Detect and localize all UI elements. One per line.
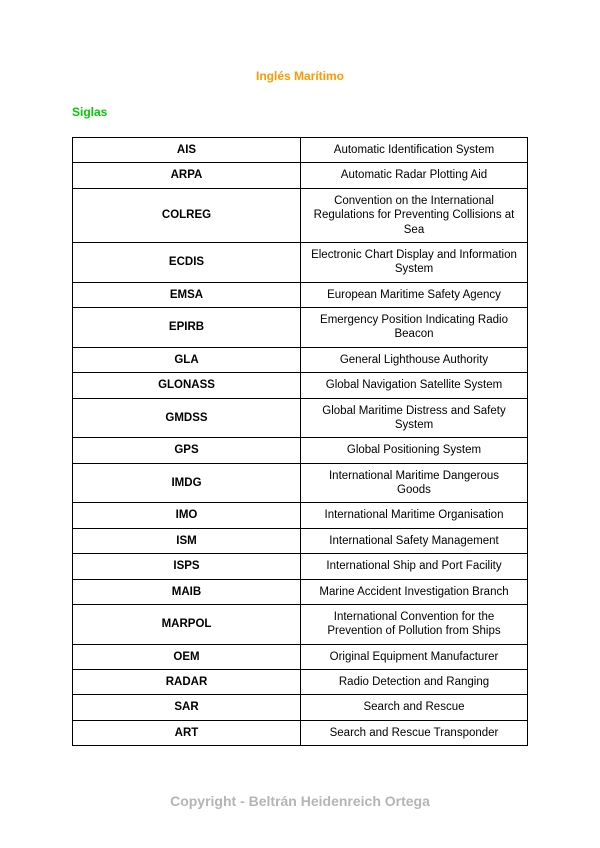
acronym-cell: IMDG (73, 463, 301, 503)
acronym-cell: SAR (73, 695, 301, 720)
meaning-cell: International Safety Management (301, 528, 528, 553)
table-row (73, 720, 528, 745)
meaning-cell: Emergency Position Indicating Radio Beacon (301, 308, 528, 348)
meaning-cell: Electronic Chart Display and Information System (301, 242, 528, 282)
acronym-cell: GMDSS (73, 398, 301, 438)
section-heading-siglas: Siglas (72, 105, 108, 119)
table-row (73, 579, 528, 604)
table-row (73, 528, 528, 553)
table-row (73, 554, 528, 579)
meaning-cell: Automatic Identification System (301, 138, 528, 163)
acronym-cell: GPS (73, 438, 301, 463)
meaning-cell: Search and Rescue Transponder (301, 720, 528, 745)
acronym-cell: ISM (73, 528, 301, 553)
meaning-cell: Convention on the International Regulations for Preventing Collisions at Sea (301, 188, 528, 242)
table-row (73, 398, 528, 438)
table-row (73, 188, 528, 242)
table-row (73, 695, 528, 720)
table-row (73, 282, 528, 307)
acronym-cell: RADAR (73, 670, 301, 695)
table-row (73, 308, 528, 348)
table-row (73, 503, 528, 528)
acronym-cell: IMO (73, 503, 301, 528)
acronym-cell: EPIRB (73, 308, 301, 348)
meaning-cell: Radio Detection and Ranging (301, 670, 528, 695)
acronym-cell: ART (73, 720, 301, 745)
meaning-cell: Marine Accident Investigation Branch (301, 579, 528, 604)
acronym-cell: GLONASS (73, 373, 301, 398)
table-row (73, 604, 528, 644)
table-row (73, 373, 528, 398)
table-row (73, 242, 528, 282)
acronym-cell: AIS (73, 138, 301, 163)
acronym-cell: OEM (73, 644, 301, 669)
table-row (73, 347, 528, 372)
acronym-cell: MAIB (73, 579, 301, 604)
table-row (73, 463, 528, 503)
table-row (73, 644, 528, 669)
acronym-cell: GLA (73, 347, 301, 372)
meaning-cell: International Maritime Organisation (301, 503, 528, 528)
meaning-cell: Global Positioning System (301, 438, 528, 463)
meaning-cell: Original Equipment Manufacturer (301, 644, 528, 669)
meaning-cell: Automatic Radar Plotting Aid (301, 163, 528, 188)
table-row (73, 438, 528, 463)
table-row (73, 163, 528, 188)
siglas-table (72, 137, 528, 746)
copyright-footer: Copyright - Beltrán Heidenreich Ortega (170, 793, 430, 809)
acronym-cell: ARPA (73, 163, 301, 188)
meaning-cell: European Maritime Safety Agency (301, 282, 528, 307)
acronym-cell: ISPS (73, 554, 301, 579)
acronym-cell: COLREG (73, 188, 301, 242)
acronym-cell: EMSA (73, 282, 301, 307)
siglas-table-body (73, 138, 528, 746)
meaning-cell: Global Maritime Distress and Safety System (301, 398, 528, 438)
table-row (73, 138, 528, 163)
meaning-cell: Global Navigation Satellite System (301, 373, 528, 398)
meaning-cell: International Maritime Dangerous Goods (301, 463, 528, 503)
table-row (73, 670, 528, 695)
meaning-cell: International Ship and Port Facility (301, 554, 528, 579)
acronym-cell: MARPOL (73, 604, 301, 644)
meaning-cell: Search and Rescue (301, 695, 528, 720)
acronym-cell: ECDIS (73, 242, 301, 282)
meaning-cell: International Convention for the Prevention of Pollution from Ships (301, 604, 528, 644)
page-title: Inglés Marítimo (255, 69, 344, 83)
meaning-cell: General Lighthouse Authority (301, 347, 528, 372)
